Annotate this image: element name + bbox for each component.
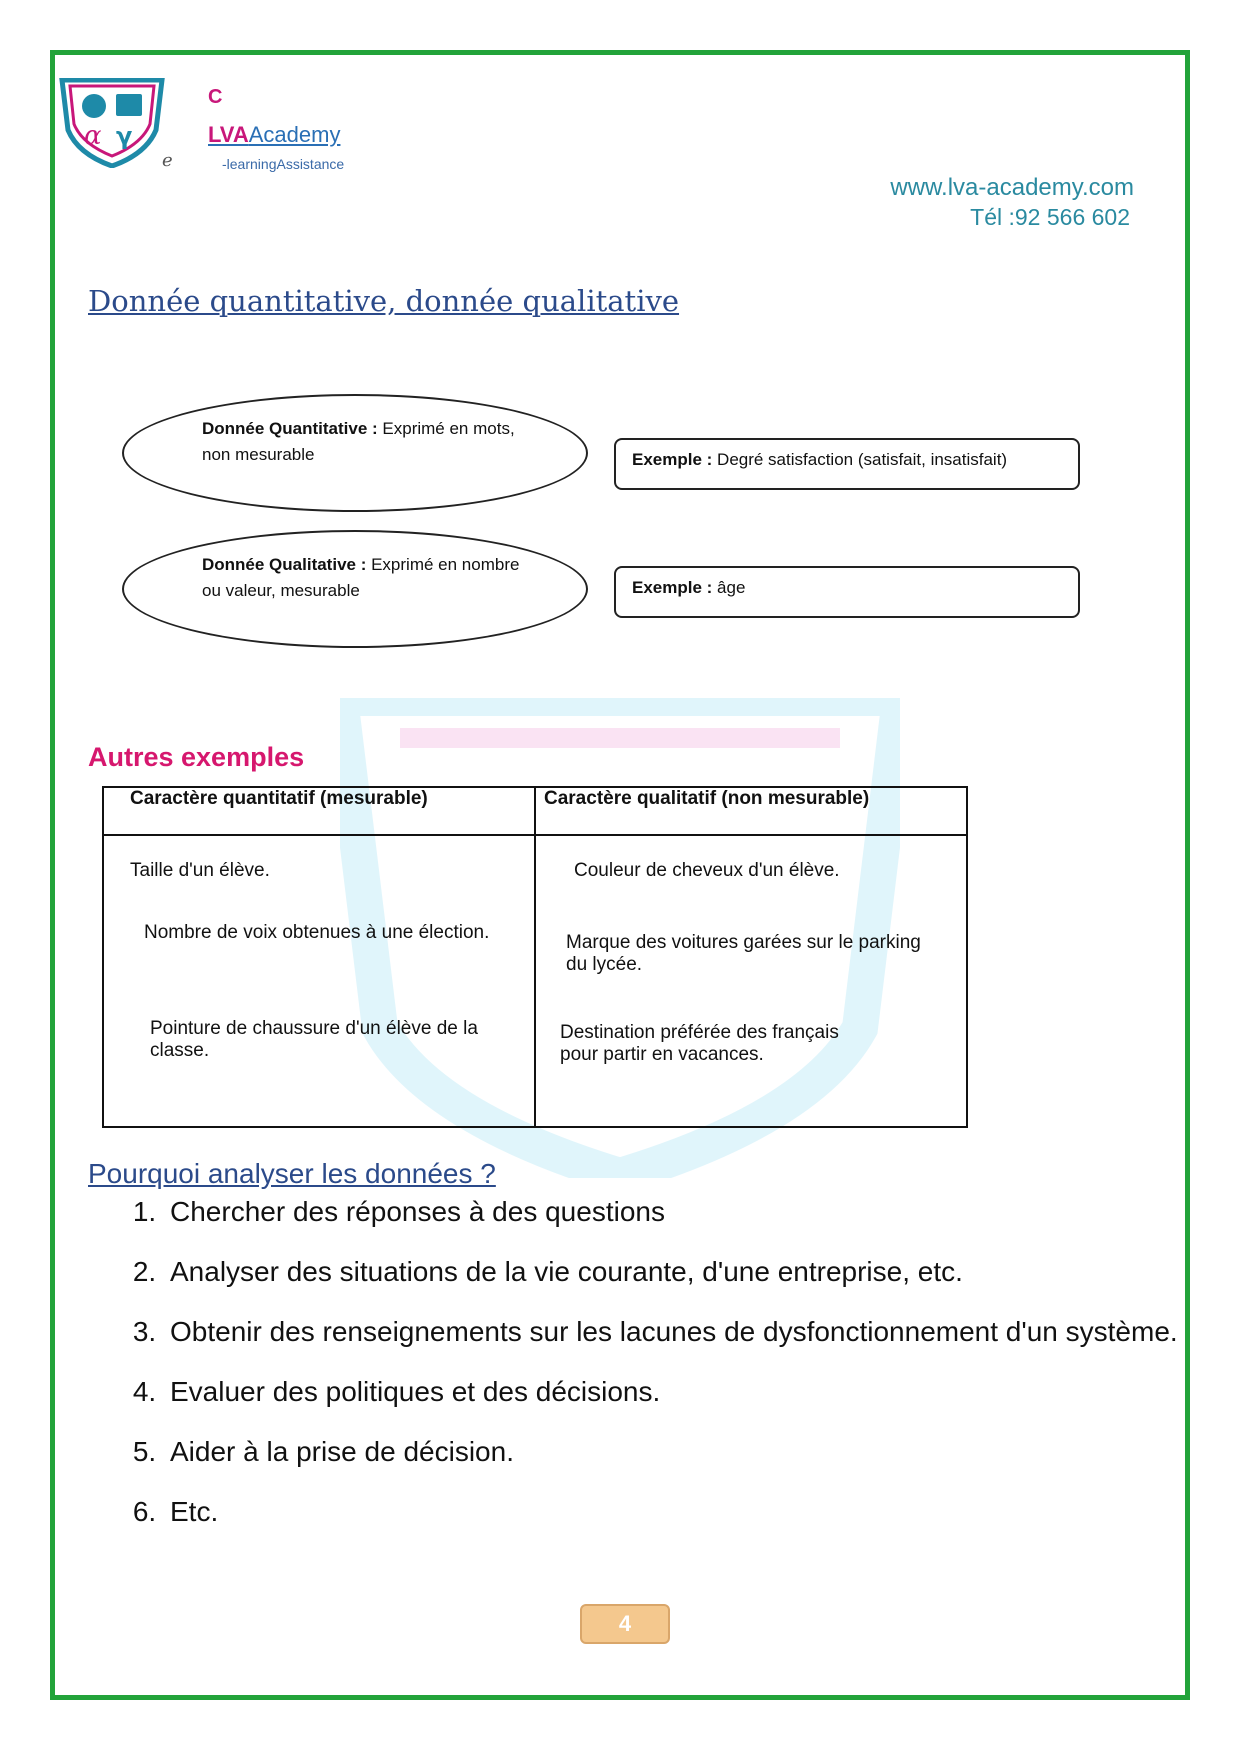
page-number-badge: 4 — [580, 1604, 670, 1644]
reasons-list — [122, 1192, 1184, 1552]
example-box-quantitative — [614, 438, 1080, 490]
list-item: 5. Aider à la prise de décision. — [164, 1432, 1184, 1472]
ellipse-qualitative — [122, 530, 588, 648]
table-cell-quantitative — [103, 835, 535, 1127]
list-item: 1. Chercher des réponses à des questions — [164, 1192, 1184, 1232]
table-header-qualitative: Caractère qualitatif (non mesurable) — [535, 787, 967, 835]
ellipse-text: Exprimé en mots, non mesurable — [202, 419, 515, 464]
website-link[interactable]: www.lva-academy.com — [890, 174, 1134, 201]
list-item: Taille d'un élève. — [130, 860, 270, 881]
ellipse-quantitative — [122, 394, 588, 512]
example-text: âge — [712, 578, 746, 597]
list-item: Marque des voitures garées sur le parking du lycée. — [566, 932, 921, 975]
list-item: 6. Etc. — [164, 1492, 1184, 1532]
brand-academy: Academy — [248, 122, 341, 147]
section-title-data-types: Donnée quantitative, donnée qualitative — [88, 284, 680, 318]
table-cell-qualitative — [535, 835, 967, 1127]
svg-text:γ: γ — [116, 122, 133, 150]
example-text: Degré satisfaction (satisfait, insatisfait) — [712, 450, 1008, 469]
section-title-other-examples: Autres exemples — [88, 742, 305, 772]
list-item: Destination préférée des français pour partir en vacances. — [560, 1022, 839, 1065]
example-label: Exemple : — [632, 578, 713, 597]
phone-number: Tél :92 566 602 — [970, 204, 1130, 230]
list-item: Pointure de chaussure d'un élève de la classe. — [150, 1018, 478, 1061]
example-box-qualitative — [614, 566, 1080, 618]
list-item: 4. Evaluer des politiques et des décisions. — [164, 1372, 1184, 1412]
brand-letter-c: C — [208, 86, 223, 108]
brand-lva: LVA — [208, 122, 249, 147]
brand-letter-e: e — [162, 150, 173, 171]
list-item: Couleur de cheveux d'un élève. — [574, 860, 840, 881]
list-item: 3. Obtenir des renseignements sur les lacunes de dysfonctionnement d'un système. — [164, 1312, 1184, 1352]
table-header-quantitative: Caractère quantitatif (mesurable) — [103, 787, 535, 835]
ellipse-label: Donnée Qualitative : — [202, 555, 367, 574]
lva-academy-logo — [58, 78, 166, 168]
brand-name — [208, 122, 340, 148]
list-item: 2. Analyser des situations de la vie courante, d'une entreprise, etc. — [164, 1252, 1184, 1292]
examples-table — [102, 786, 968, 1128]
svg-text:α: α — [84, 121, 102, 151]
list-item: Nombre de voix obtenues à une élection. — [144, 922, 490, 943]
section-title-why-analyze: Pourquoi analyser les données ? — [88, 1158, 496, 1189]
ellipse-text: Exprimé en nombre ou valeur, mesurable — [202, 555, 520, 600]
brand-tagline: -learningAssistance — [222, 156, 345, 172]
ellipse-label: Donnée Quantitative : — [202, 419, 378, 438]
example-label: Exemple : — [632, 450, 713, 469]
